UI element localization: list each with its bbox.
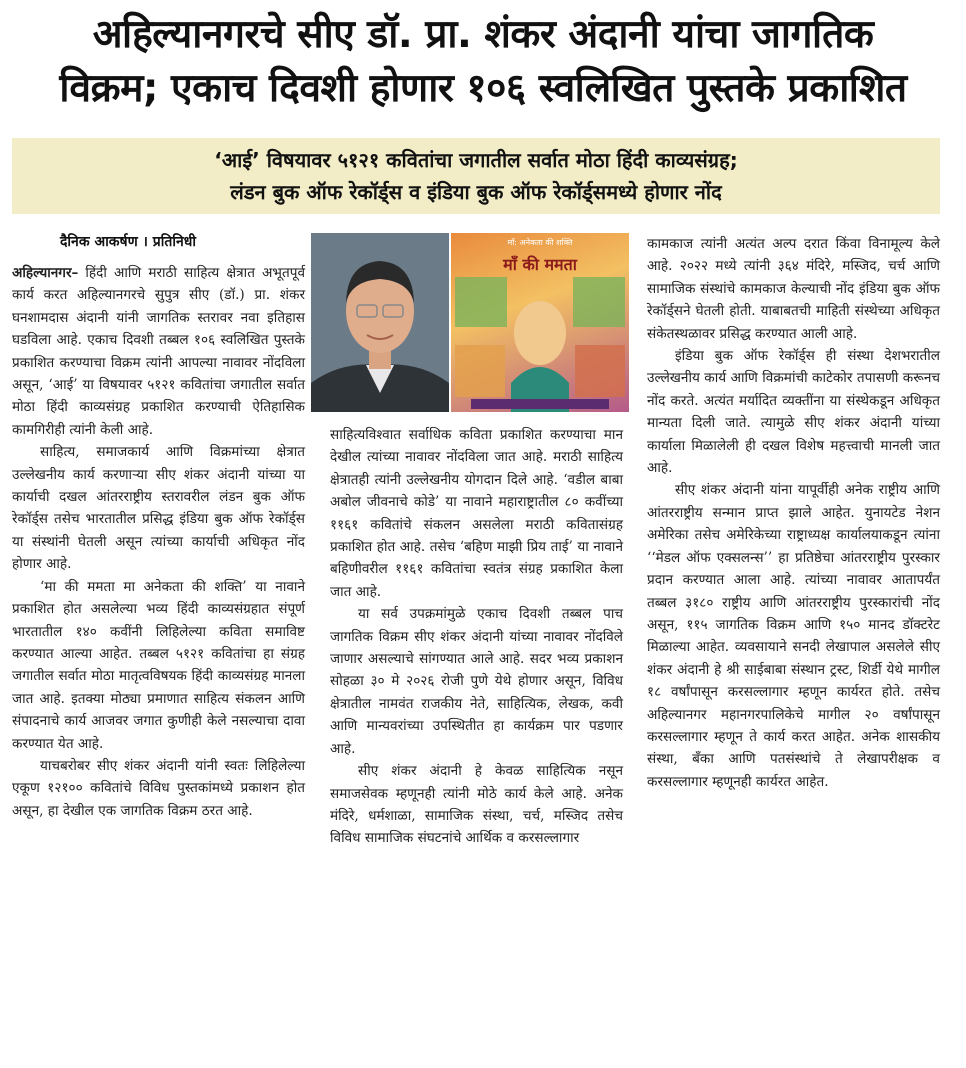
paragraph: साहित्य, समाजकार्य आणि विक्रमांच्या क्षेत्रात उल्लेखनीय कार्य करणाऱ्या सीए शंकर अंदानी यांच्या या कार्याची दखल आंतरराष्ट्रीय स्तरावरील लंडन बुक ऑफ रेकॉर्ड्स तसेच भारतातील प्रसिद्ध इंडिया बुक ऑफ रेकॉर्ड्स या संस्थांनी घेतली असून त्यांच्या कार्याची अधिकृत नोंद होणार आहे. xyxy=(12,444,305,573)
headline xyxy=(0,8,966,116)
book-cover-top-text: माँ: अनेकता की शक्ति xyxy=(507,238,573,247)
paragraph: कामकाज त्यांनी अत्यंत अल्प दरात किंवा विनामूल्य केले आहे. २०२२ मध्ये त्यांनी ३६४ मंदिरे, मस्जिद, चर्च आणि सामाजिक संस्थांचे कामकाज केल्याची नोंद इंडिया बुक ऑफ रेकॉर्ड्सने घेतली होती. याबाबतची माहिती संस्थेच्या अधिकृत संकेतस्थळावर प्रसिद्ध करण्यात आली आहे. xyxy=(647,236,940,342)
author-portrait-image xyxy=(311,233,449,412)
headline-line-1: अहिल्यानगरचे सीए डॉ. प्रा. शंकर अंदानी यांचा जागतिक xyxy=(92,12,874,57)
paragraph: ‘मा की ममता मा अनेकता की शक्ति’ या नावाने प्रकाशित होत असलेल्या भव्य हिंदी काव्यसंग्रहात संपूर्ण भारतातील १४० कवींनी लिहिलेल्या कविता समाविष्ट करण्यात आल्या आहेत. तब्बल ५१२१ कवितांचा हा संग्रह जगातील सर्वात मोठा मातृत्वविषयक हिंदी काव्यसंग्रह मानला जात आहे. इतक्या मोठ्या प्रमाणात साहित्य संकलन आणि संपादनाचे कार्य आजवर जगात कुणीही केले नसल्याचा दावा करण्यात येत आहे. xyxy=(12,578,305,752)
book-cover-image xyxy=(451,233,629,412)
article-column-1 xyxy=(12,262,305,822)
paragraph: या सर्व उपक्रमांमुळे एकाच दिवशी तब्बल पाच जागतिक विक्रम सीए शंकर अंदानी यांच्या नावावर नोंदविले जाणार असल्याचे सांगण्यात आले आहे. सदर भव्य प्रकाशन सोहळा ३० मे २०२६ रोजी पुणे येथे होणार असून, विविध क्षेत्रातील नामवंत राजकीय नेते, साहित्यिक, लेखक, कवी आणि मान्यवरांच्या उपस्थितीत हा कार्यक्रम पार पडणार आहे. xyxy=(330,606,623,757)
byline: दैनिक आकर्षण । प्रतिनिधी xyxy=(60,234,196,250)
subheadline-line-1: ‘आई’ विषयावर ५१२१ कवितांचा जगातील सर्वात मोठा हिंदी काव्यसंग्रह; xyxy=(214,148,738,172)
article-column-3 xyxy=(647,233,940,793)
author-photo xyxy=(311,233,449,412)
subheadline-band xyxy=(12,138,940,214)
dateline-location: अहिल्यानगर– xyxy=(12,265,79,281)
paragraph: सीए शंकर अंदानी हे केवळ साहित्यिक नसून समाजसेवक म्हणूनही त्यांनी मोठे कार्य केले आहे. अनेक मंदिरे, धर्मशाळा, सामाजिक संस्था, चर्च, मस्जिद तसेच विविध सामाजिक संघटनांचे आर्थिक व करसल्लागार xyxy=(330,763,623,847)
paragraph xyxy=(12,262,305,441)
book-cover-illustration xyxy=(451,233,629,412)
subheadline-line-2: लंडन बुक ऑफ रेकॉर्ड्स व इंडिया बुक ऑफ रेकॉर्ड्समध्ये होणार नोंद xyxy=(230,180,722,204)
paragraph: इंडिया बुक ऑफ रेकॉर्ड्स ही संस्था देशभरातील उल्लेखनीय कार्य आणि विक्रमांची काटेकोर तपासणी करूनच नोंद करते. अत्यंत मर्यादित व्यक्तींना या संस्थेकडून अधिकृत मान्यता दिली जाते. त्यामुळे सीए शंकर अंदानी यांच्या कार्याला मिळालेली ही दखल विशेष महत्त्वाची मानली जात आहे. xyxy=(647,348,940,477)
book-cover-title: माँ की ममता xyxy=(503,255,577,274)
paragraph-text: हिंदी आणि मराठी साहित्य क्षेत्रात अभूतपूर्व कार्य करत अहिल्यानगरचे सुपुत्र सीए (डॉ.) प्रा. शंकर घनशामदास अंदानी यांनी जागतिक स्तरावर नवा इतिहास घडविला आहे. एकाच दिवशी तब्बल १०६ स्वलिखित पुस्तके प्रकाशित करण्याचा विक्रम त्यांनी आपल्या नावावर नोंदविला असून, ‘आई’ या विषयावर ५१२१ कवितांचा जगातील सर्वात मोठा हिंदी काव्यसंग्रह प्रकाशित करण्याची ऐतिहासिक कामगिरीही त्यांनी केली आहे. xyxy=(12,265,306,438)
paragraph: याचबरोबर सीए शंकर अंदानी यांनी स्वतः लिहिलेल्या एकूण १२१०० कवितांचे विविध पुस्तकांमध्ये प्रकाशन होत असून, हा देखील एक जागतिक विक्रम ठरत आहे. xyxy=(12,757,305,819)
paragraph: साहित्यविश्वात सर्वाधिक कविता प्रकाशित करण्याचा मान देखील त्यांच्या नावावर नोंदविला जात आहे. मराठी साहित्य क्षेत्रातही त्यांनी उल्लेखनीय योगदान दिले आहे. ‘वडील बाबा अबोल जीवनाचे कोडे’ या नावाने महाराष्ट्रातील ८० कवींच्या ११६१ कवितांचे संकलन असलेला मराठी कवितासंग्रह प्रकाशित होत आहे. तसेच ‘बहिण माझी प्रिय ताई’ या नावाने बहिणीवरील ११६१ कवितांचा स्वतंत्र संग्रह प्रकाशित केला जात आहे. xyxy=(330,427,623,600)
headline-line-2: विक्रम; एकाच दिवशी होणार १०६ स्वलिखित पुस्तके प्रकाशित xyxy=(59,66,907,111)
paragraph: सीए शंकर अंदानी यांना यापूर्वीही अनेक राष्ट्रीय आणि आंतरराष्ट्रीय सन्मान प्राप्त झाले आहेत. युनायटेड नेशन अमेरिका तसेच अमेरिकेच्या राष्ट्राध्यक्ष कार्यालयाकडून त्यांना ‘‘मेडल ऑफ एक्सलन्स’’ हा प्रतिष्ठेचा आंतरराष्ट्रीय पुरस्कार प्रदान करण्यात आला आहे. त्यांच्या नावावर आतापर्यंत तब्बल ३१८० राष्ट्रीय आणि आंतरराष्ट्रीय पुरस्कारांची नोंद असून, ११५ जागतिक विक्रम आणि १५० मानद डॉक्टरेट मिळाल्या आहेत. व्यवसायाने सनदी लेखापाल असलेले सीए शंकर अंदानी हे श्री साईबाबा संस्थान ट्रस्ट, शिर्डी येथे मागील १८ वर्षांपासून करसल्लागार म्हणून कार्यरत होते. तसेच अहिल्यानगर महानगरपालिकेचे मागील २० वर्षांपासून करसल्लागार म्हणून ते कार्य करत आहेत. अनेक शासकीय संस्था, बँका आणि पतसंस्थांचे ते लेखापरीक्षक व करसल्लागार म्हणूनही कार्यरत आहेत. xyxy=(647,482,940,790)
article-column-2 xyxy=(330,424,623,850)
